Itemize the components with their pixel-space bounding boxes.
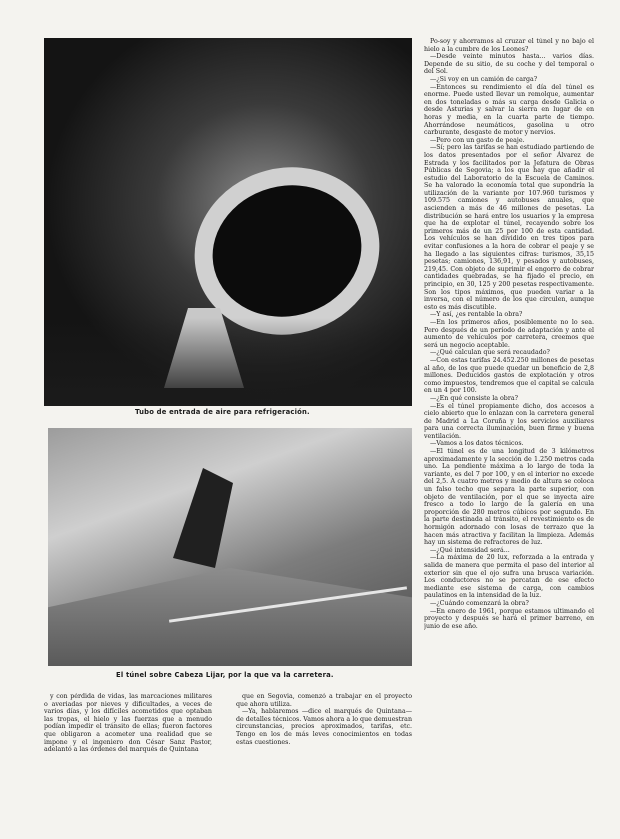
article-paragraph: —Es el túnel propiamente dicho, dos accesos a cielo abierto que lo enlazan con la carretera general de Madrid a La Coruña y los servicios auxiliares para una correcta iluminación, buen firme y buena ventilación. — [424, 402, 594, 440]
article-paragraph: —¿Cuándo comenzará la obra? — [430, 599, 529, 607]
article-bottom-left-column — [44, 693, 212, 835]
dark-rock-shape — [173, 468, 233, 568]
article-paragraph: —¿Si voy en un camión de carga? — [430, 75, 538, 83]
article-paragraph: —En enero de 1961, porque estamos ultimando el proyecto y después se hará el primer barreno, en junio de ese año. — [424, 607, 594, 630]
slope-shape — [48, 568, 412, 666]
article-paragraph: —El túnel es de una longitud de 3 kilómetros aproximadamente y la sección de 1.250 metros cada uno. La pendiente máxima a lo largo de toda la variante, es del 7 por 100, y en el interior no excede del 2,5. A cuatro metros y medio de altura se coloca un falso techo que separa la parte superior, con objeto de ventilación, por el que se inyecta aire fresco a todo lo largo de la galería en una proporción de 280 metros cúbicos por segundo. En la parte destinada al tránsito, el revestimiento es de hormigón adornado con losas de terrazo que la hacen más atractiva y facilitan la limpieza. Además hay un sistema de refractores de luz. — [424, 448, 594, 547]
tunnel-over-mountain-photo — [48, 428, 412, 666]
article-paragraph: que en Segovia, comenzó a trabajar en el proyecto que ahora utiliza. — [236, 693, 412, 708]
article-paragraph: Po-soy y ahorramos al cruzar el túnel y no bajo el hielo a la cumbre de los Leones? — [424, 38, 594, 53]
article-paragraph: —Desde veinte minutos hasta... varios días. Depende de su sitio, de su coche y del temporal o del Sol. — [424, 53, 594, 76]
article-paragraph: —Pero con un gasto de peaje. — [430, 136, 525, 144]
article-paragraph: —Entonces su rendimiento el día del túnel es enorme. Puede usted llevar un remolque, aumentar en dos toneladas o más su carga desde Galicia o desde Asturias y salvar la sierra en lugar de en horas y media, en la cuarta parte de tiempo. Ahorrándose neumáticos, gasolina u otro carburante, desgaste de motor y nervios. — [424, 83, 594, 137]
tunnel-air-intake-photo — [44, 38, 412, 406]
article-bottom-middle-column — [236, 693, 412, 835]
article-paragraph: —La máxima de 20 lux, reforzada a la entrada y salida de manera que permita el paso del interior al exterior sin que el ojo sufra una brusca variación. Los conductores no se percatan de ese efecto mediante ese sistema de carga, con cambios paulatinos en la intensidad de la luz. — [424, 554, 594, 600]
article-right-column — [424, 38, 594, 834]
mountain-edge-shape — [44, 318, 412, 406]
article-paragraph: —¿Qué intensidad será... — [430, 546, 510, 554]
article-paragraph: —Con estas tarifas 24.452.250 millones de pesetas al año, de los que puede quedar un beneficio de 2,8 millones. Deducidos gastos de explotación y otros como impuestos, tendremos que el capital se calcula en un 4 por 100. — [424, 356, 594, 395]
article-paragraph: —Sí; pero las tarifas se han estudiado partiendo de los datos presentados por el señor Álvarez de Estrada y los facilitados por la Jefatura de Obras Públicas de Segovia; a los que hay que añadir el estudio del Laboratorio de la Escuela de Caminos. Se ha valorado la economía total que supondría la utilización de la variante por 107.960 turismos y 109.575 camiones y autobuses anuales, que ascienden a más de 46 millones de pesetas. La distribución se hará entre los usuarios y la empresa que ha de explotar el túnel, recayendo sobre los primeros más de un 25 por 100 de esta cantidad. Los vehículos se han dividido en tres tipos para evitar confusiones a la hora de cobrar el peaje y se ha llegado a las siguientes cifras: turismos, 35,15 pesetas; camiones, 136,91, y pesados y autobuses, 219,45. Con objeto de suprimir el engorro de cobrar cantidades quebradas, se ha fijado el precio, en principio, en 30, 125 y 200 pesetas respectivamente. Son los tipos máximos, que pueden variar a la inversa, con el número de los que circulen, aunque esto es más discutible. — [424, 144, 594, 311]
article-paragraph: —Vamos a los datos técnicos. — [430, 440, 524, 448]
article-paragraph: —Y así, ¿es rentable la obra? — [430, 311, 523, 319]
article-paragraph: y con pérdida de vidas, las marcaciones militares o averiadas por nieves y dificultades, a veces de varios días, y los difíciles acometidos que optaban las tropas, el hielo y las fuerzas que a menudo podían impedir el tránsito de ellas; fueron factores que obligaron a acometer una realidad que se impone y el ingeniero don César Sanz Pastor, adelantó a las órdenes del marqués de Quintana — [44, 693, 212, 754]
article-paragraph: —¿En qué consiste la obra? — [430, 394, 518, 402]
article-paragraph: —¿Qué calculan que será recaudado? — [430, 349, 550, 357]
article-paragraph: —En los primeros años, posiblemente no lo sea. Pero después de un período de adaptación y ante el aumento de vehículos por carretera, creemos que será un negocio aceptable. — [424, 318, 594, 349]
bottom-photo-caption: El túnel sobre Cabeza Lijar, por la que va la carretera. — [116, 671, 334, 679]
article-paragraph: —Ya, hablaremos —dice el marqués de Quintana— de detalles técnicos. Vamos ahora a lo que demuestran circunstancias, precios aproximados, tarifas, etc. Tengo en los de más leves conocimientos en todas estas cuestiones. — [236, 708, 412, 746]
top-photo-caption: Tubo de entrada de aire para refrigeración. — [135, 408, 310, 416]
